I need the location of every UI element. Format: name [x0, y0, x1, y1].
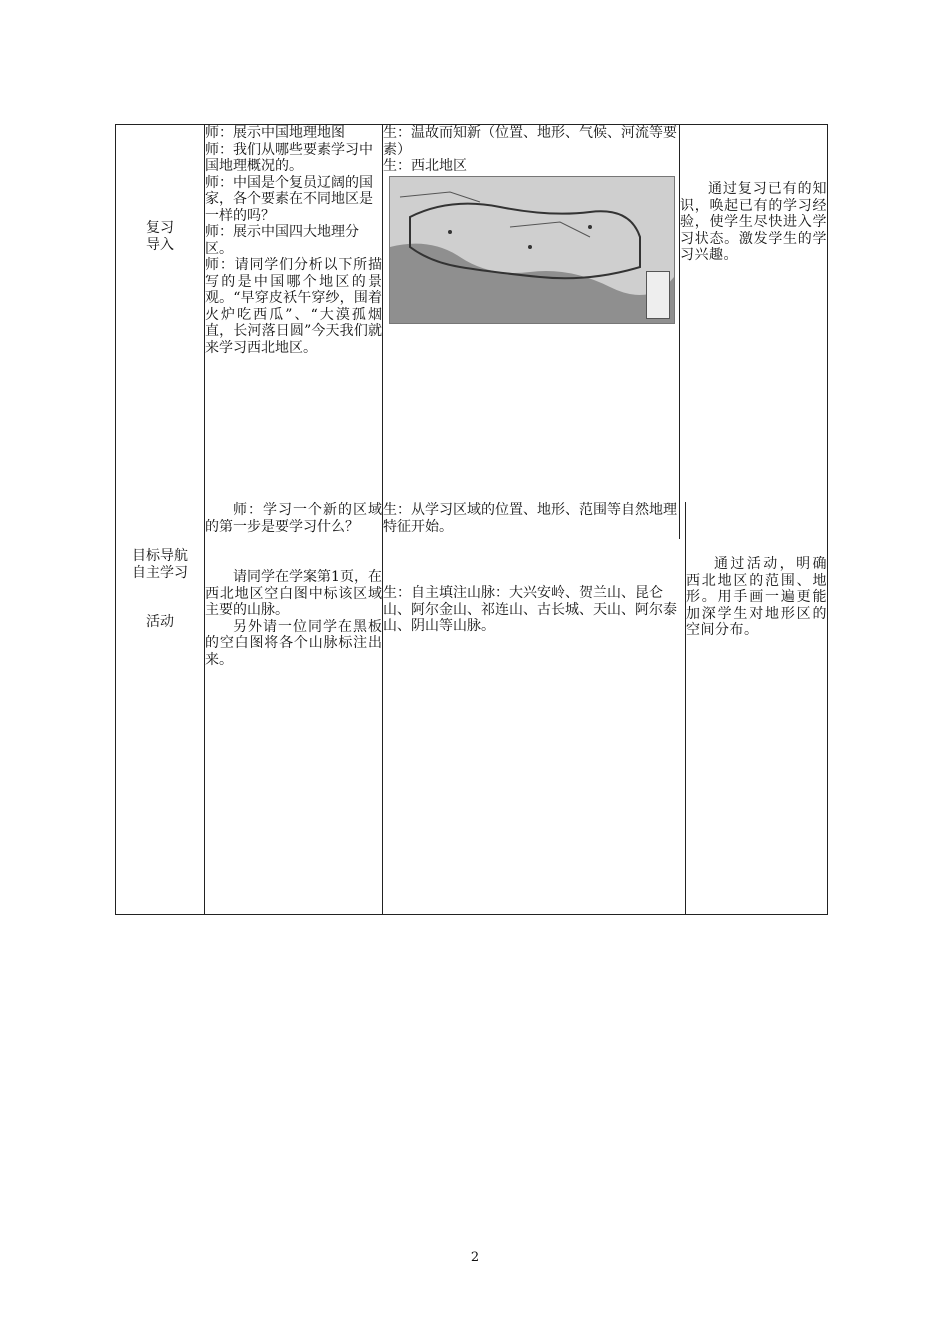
teacher-line: 师：我们从哪些要素学习中国地理概况的。	[205, 141, 373, 174]
teacher-line: 师：展示中国四大地理分区。	[205, 224, 359, 257]
teacher-line: 另外请一位同学在黑板的空白图将各个山脉标注出来。	[205, 618, 382, 668]
design-intent-text: 通过活动，明确西北地区的范围、地形。用手画一遍更能加深学生对地形区的空间分布。	[686, 556, 827, 638]
stage-label: 目标导航	[132, 548, 188, 564]
teacher-line: 师：中国是个复员辽阔的国家，各个要素在不同地区是一样的吗？	[205, 174, 373, 224]
student-line: 生：自主填注山脉：大兴安岭、贺兰山、昆仑山、阿尔金山、祁连山、古长城、天山、阿尔泰山、阴山等山脉。	[383, 585, 677, 634]
northwest-region-map	[389, 176, 675, 324]
teacher-line: 师：展示中国地理地图	[205, 125, 345, 141]
design-intent-cell	[686, 502, 828, 915]
teacher-line: 师：学习一个新的区域的第一步是要学习什么？	[205, 502, 382, 535]
map-legend	[646, 271, 670, 319]
stage-cell	[116, 125, 205, 540]
page-number: 2	[470, 1250, 480, 1265]
stage-cell	[116, 502, 205, 915]
design-intent-text: 通过复习已有的知识，唤起已有的学习经验，使学生尽快进入学习状态。激发学生的学习兴趣。	[680, 181, 827, 263]
student-activity-cell	[383, 502, 686, 915]
student-line: 生：从学习区域的位置、地形、范围等自然地理特征开始。	[383, 502, 677, 535]
teacher-line: 师：请同学们分析以下所描写的是中国哪个地区的景观。“早穿皮袄午穿纱，围着火炉吃西瓜”、“大漠孤烟直，长河落日圆”今天我们就来学习西北地区。	[205, 257, 382, 356]
student-line: 生：温故而知新（位置、地形、气候、河流等要素）	[383, 125, 677, 158]
student-activity-cell	[383, 125, 680, 540]
stage-label: 自主学习	[132, 564, 188, 581]
student-line: 生：西北地区	[383, 158, 467, 174]
teacher-activity-cell	[205, 125, 383, 540]
terrain-map-graphic	[390, 177, 674, 323]
teacher-activity-cell	[205, 502, 383, 915]
stage-label: 导入	[146, 236, 174, 253]
stage-label: 复习	[146, 220, 174, 236]
design-intent-cell	[680, 125, 828, 540]
teacher-line: 请同学在学案第1页，在西北地区空白图中标该区域主要的山脉。	[205, 569, 382, 618]
lesson-table-activity	[115, 502, 828, 915]
lesson-table-review	[115, 124, 828, 539]
stage-label: 活动	[146, 614, 174, 630]
